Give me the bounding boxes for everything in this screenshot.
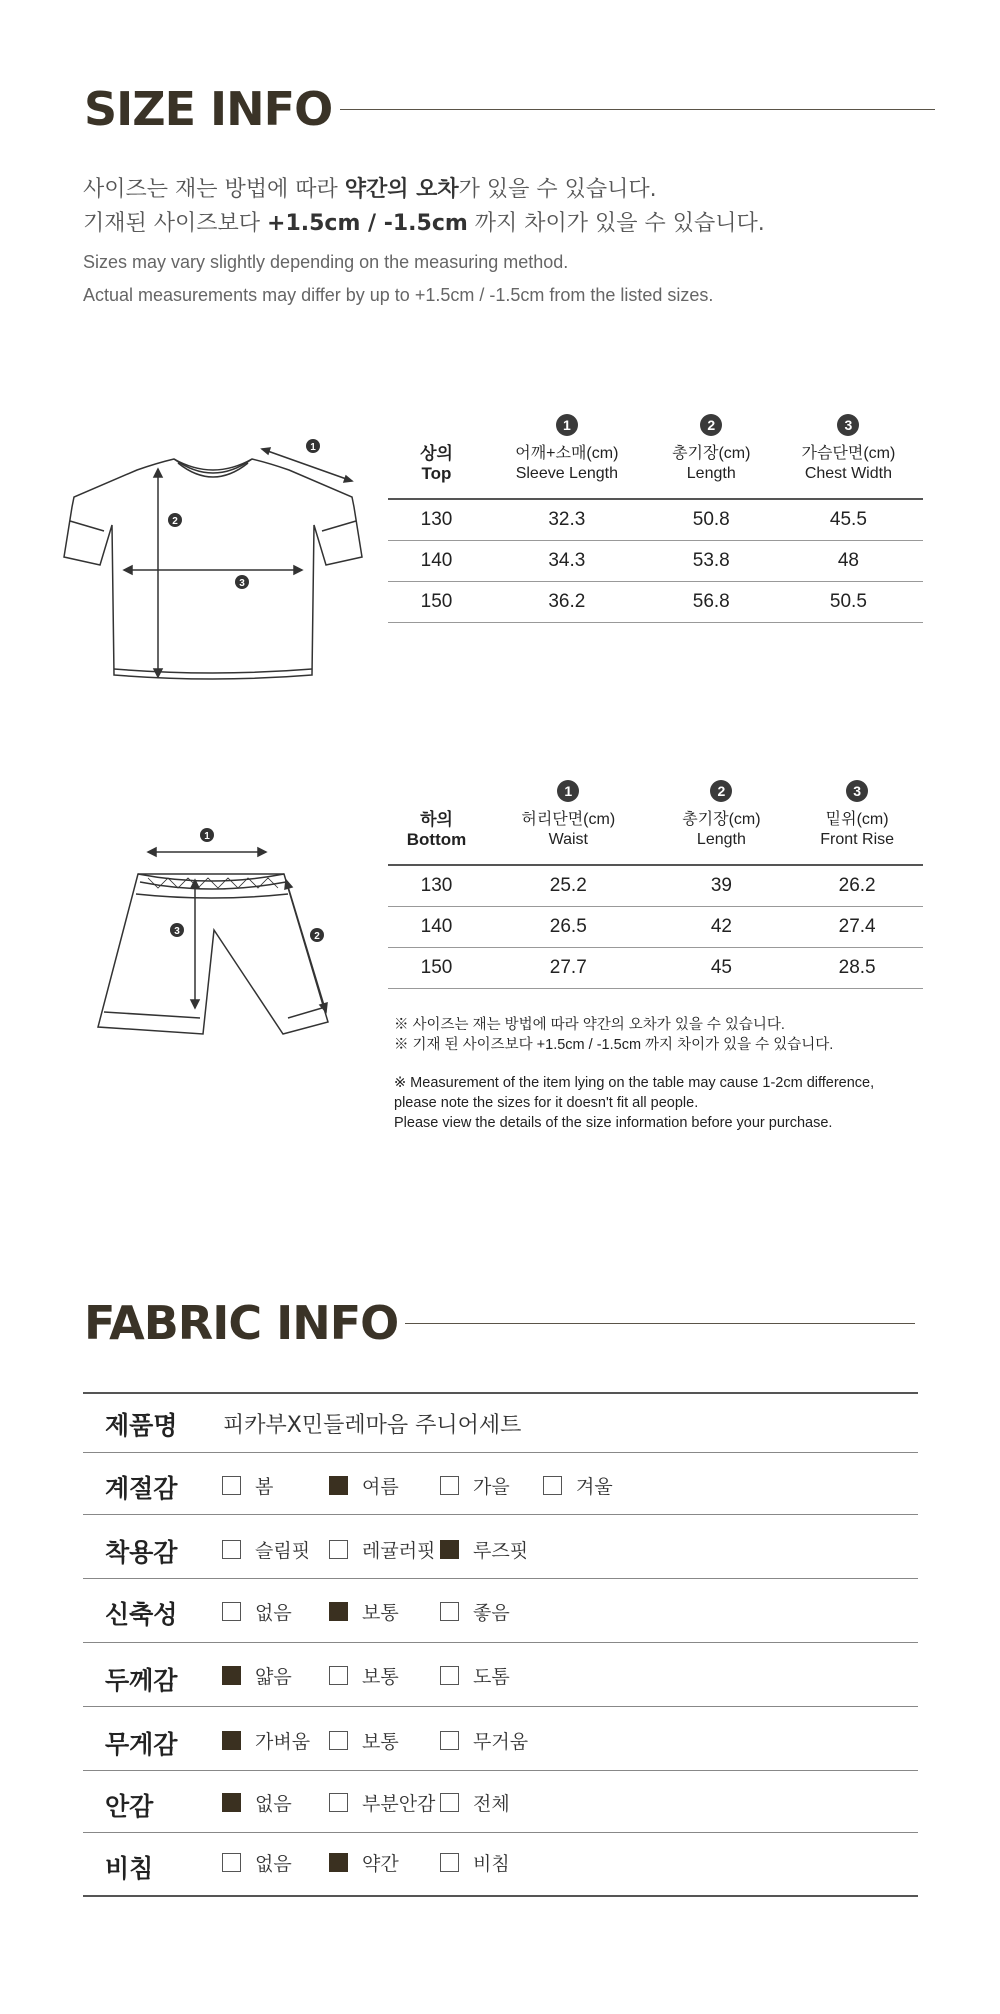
note-ko-2: ※ 기재 된 사이즈보다 +1.5cm / -1.5cm 까지 차이가 있을 수 있습니다. [394,1037,834,1053]
checkbox[interactable] [329,1793,348,1812]
bottom-marker-3-label: 3 [174,926,180,937]
note-ko-1: ※ 사이즈는 재는 방법에 따라 약간의 오차가 있을 수 있습니다. [394,1017,785,1033]
option-label: 무거움 [473,1731,529,1753]
cell: 45 [652,948,792,989]
checkbox[interactable] [543,1476,562,1495]
shorts-diagram [88,822,348,1062]
cell: 45.5 [774,499,923,541]
option-thick[interactable] [440,1662,510,1689]
top-marker-3-label: 3 [239,578,245,589]
fabric-row-thickness [83,1642,918,1707]
fabric-row-label: 두께감 [105,1666,178,1695]
fabric-row-label: 신축성 [105,1600,178,1629]
size-info-title: SIZE INFO [84,82,333,136]
checkbox[interactable] [329,1666,348,1685]
option-label: 루즈핏 [473,1540,529,1562]
option-stretch-normal[interactable] [329,1598,399,1625]
bottom-col-waist [485,779,652,865]
option-label: 슬림핏 [255,1540,311,1562]
top-label-ko: 상의 [420,444,453,463]
col-ko: 총기장(cm) [672,445,751,462]
fabric-info-title: FABRIC INFO [84,1296,399,1350]
table-row [388,541,923,582]
checkbox-checked[interactable] [222,1731,241,1750]
cell: 50.5 [774,582,923,623]
option-label: 좋음 [473,1602,510,1624]
option-loose-fit[interactable] [440,1536,528,1563]
option-thin[interactable] [222,1662,292,1689]
option-label: 보통 [362,1602,399,1624]
bottom-marker-1-label: 1 [204,831,210,842]
col-en: Sleeve Length [515,465,618,482]
bottom-col-length [652,779,792,865]
top-col-chest [774,413,923,499]
checkbox[interactable] [329,1731,348,1750]
checkbox[interactable] [440,1793,459,1812]
checkbox[interactable] [222,1602,241,1621]
table-row [388,865,923,907]
fabric-row-label: 비침 [105,1854,154,1883]
col-ko: 어깨+소매(cm) [515,445,619,462]
option-label: 약간 [362,1853,399,1875]
checkbox[interactable] [222,1853,241,1872]
checkbox[interactable] [440,1602,459,1621]
fabric-row-label: 계절감 [105,1474,178,1503]
product-name: 피카부X민들레마음 주니어세트 [223,1413,522,1438]
tshirt-diagram [62,425,372,695]
option-stretch-good[interactable] [440,1598,510,1625]
top-marker-1-label: 1 [310,442,316,453]
fabric-row-product [83,1392,918,1452]
option-sheer-none[interactable] [222,1849,292,1876]
option-autumn[interactable] [440,1472,510,1499]
col-en: Waist [548,831,588,848]
cell: 56.8 [649,582,774,623]
fabric-info-rule [405,1323,915,1324]
checkbox-checked[interactable] [329,1853,348,1872]
table-row [388,907,923,948]
option-label: 없음 [255,1602,292,1624]
col-num-badge: 2 [710,780,732,802]
cell: 36.2 [485,582,649,623]
size-note-ko-2 [83,206,765,237]
fabric-row-label: 착용감 [105,1538,178,1567]
option-label: 없음 [255,1793,292,1815]
cell: 42 [652,907,792,948]
checkbox-checked[interactable] [329,1476,348,1495]
option-label: 전체 [473,1793,510,1815]
col-en: Front Rise [820,831,895,848]
checkbox[interactable] [222,1540,241,1559]
bottom-table-label [388,779,485,865]
option-slim-fit[interactable] [222,1536,310,1563]
product-label: 제품명 [105,1411,178,1440]
size-info-rule [340,109,935,110]
option-light[interactable] [222,1727,310,1754]
top-col-length [649,413,774,499]
checkbox[interactable] [222,1476,241,1495]
fabric-row-weight [83,1706,918,1771]
cell: 150 [388,948,485,989]
size-note-en-2: Actual measurements may differ by up to +1.5cm / -1.5cm from the listed sizes. [83,285,714,305]
fabric-row-fit [83,1514,918,1579]
option-summer[interactable] [329,1472,399,1499]
option-label: 없음 [255,1853,292,1875]
option-label: 가을 [473,1476,510,1498]
ko1-text-a: 사이즈는 재는 방법에 따라 [83,177,345,202]
size-notes [394,1015,954,1133]
cell: 39 [652,865,792,907]
checkbox-checked[interactable] [440,1540,459,1559]
note-en-1: ※ Measurement of the item lying on the table may cause 1-2cm difference, [394,1075,875,1091]
option-heavy[interactable] [440,1727,528,1754]
top-label-en: Top [421,464,452,483]
fabric-row-label: 무게감 [105,1730,178,1759]
top-size-table [388,413,923,623]
checkbox[interactable] [440,1476,459,1495]
ko2-text-c: 까지 차이가 있을 수 있습니다. [467,211,765,236]
note-en-3: Please view the details of the size information before your purchase. [394,1115,833,1131]
col-ko: 밑위(cm) [825,811,889,828]
option-thickness-normal[interactable] [329,1662,399,1689]
option-weight-normal[interactable] [329,1727,399,1754]
option-lining-none[interactable] [222,1789,292,1816]
bottom-label-ko: 하의 [420,810,453,829]
option-label: 비침 [473,1853,510,1875]
cell: 130 [388,499,485,541]
fabric-row-sheerness [83,1832,918,1897]
cell: 130 [388,865,485,907]
cell: 25.2 [485,865,652,907]
option-label: 봄 [255,1476,274,1498]
cell: 27.4 [791,907,923,948]
table-row [388,499,923,541]
cell: 50.8 [649,499,774,541]
col-ko: 허리단면(cm) [521,811,616,828]
option-label: 도톰 [473,1666,510,1688]
cell: 53.8 [649,541,774,582]
option-label: 얇음 [255,1666,292,1688]
col-en: Length [686,465,736,482]
option-lining-partial[interactable] [329,1789,435,1816]
fabric-row-season [83,1452,918,1515]
checkbox-checked[interactable] [329,1602,348,1621]
option-label: 보통 [362,1731,399,1753]
col-num-badge: 1 [556,414,578,436]
fabric-row-stretch [83,1578,918,1643]
top-col-sleeve [485,413,649,499]
size-note-ko-1 [83,172,657,203]
top-table-label [388,413,485,499]
cell: 140 [388,541,485,582]
note-en-2: please note the sizes for it doesn't fit all people. [394,1095,699,1111]
ko1-text-bold: 약간의 오차 [344,177,459,202]
checkbox[interactable] [440,1731,459,1750]
option-winter[interactable] [543,1472,613,1499]
checkbox-checked[interactable] [222,1666,241,1685]
option-label: 여름 [362,1476,399,1498]
option-label: 가벼움 [255,1731,311,1753]
cell: 32.3 [485,499,649,541]
checkbox-checked[interactable] [222,1793,241,1812]
col-ko: 가슴단면(cm) [801,445,896,462]
col-num-badge: 3 [846,780,868,802]
fabric-row-lining [83,1770,918,1833]
checkbox[interactable] [440,1666,459,1685]
size-note-en-1: Sizes may vary slightly depending on the measuring method. [83,252,569,272]
top-marker-2-label: 2 [172,516,178,527]
fabric-row-label: 안감 [105,1792,154,1821]
ko2-text-a: 기재된 사이즈보다 [83,211,268,236]
option-regular-fit[interactable] [329,1536,435,1563]
option-sheer[interactable] [440,1849,510,1876]
cell: 26.5 [485,907,652,948]
bottom-col-rise [791,779,923,865]
option-label: 부분안감 [362,1793,436,1815]
col-en: Length [696,831,746,848]
cell: 27.7 [485,948,652,989]
col-en: Chest Width [804,465,892,482]
table-row [388,582,923,623]
table-row [388,948,923,989]
cell: 150 [388,582,485,623]
ko1-text-c: 가 있을 수 있습니다. [458,177,657,202]
bottom-size-table [388,779,923,989]
option-sheer-slight[interactable] [329,1849,399,1876]
option-label: 보통 [362,1666,399,1688]
cell: 28.5 [791,948,923,989]
cell: 48 [774,541,923,582]
checkbox[interactable] [440,1853,459,1872]
option-label: 레귤러핏 [362,1540,436,1562]
bottom-label-en: Bottom [406,830,467,849]
checkbox[interactable] [329,1540,348,1559]
cell: 34.3 [485,541,649,582]
col-num-badge: 1 [557,780,579,802]
cell: 140 [388,907,485,948]
col-num-badge: 3 [837,414,859,436]
col-num-badge: 2 [700,414,722,436]
ko2-text-bold: +1.5cm / -1.5cm [267,211,468,236]
option-label: 겨울 [576,1476,613,1498]
option-lining-full[interactable] [440,1789,510,1816]
cell: 26.2 [791,865,923,907]
option-stretch-none[interactable] [222,1598,292,1625]
col-ko: 총기장(cm) [682,811,761,828]
option-spring[interactable] [222,1472,273,1499]
bottom-marker-2-label: 2 [314,931,320,942]
